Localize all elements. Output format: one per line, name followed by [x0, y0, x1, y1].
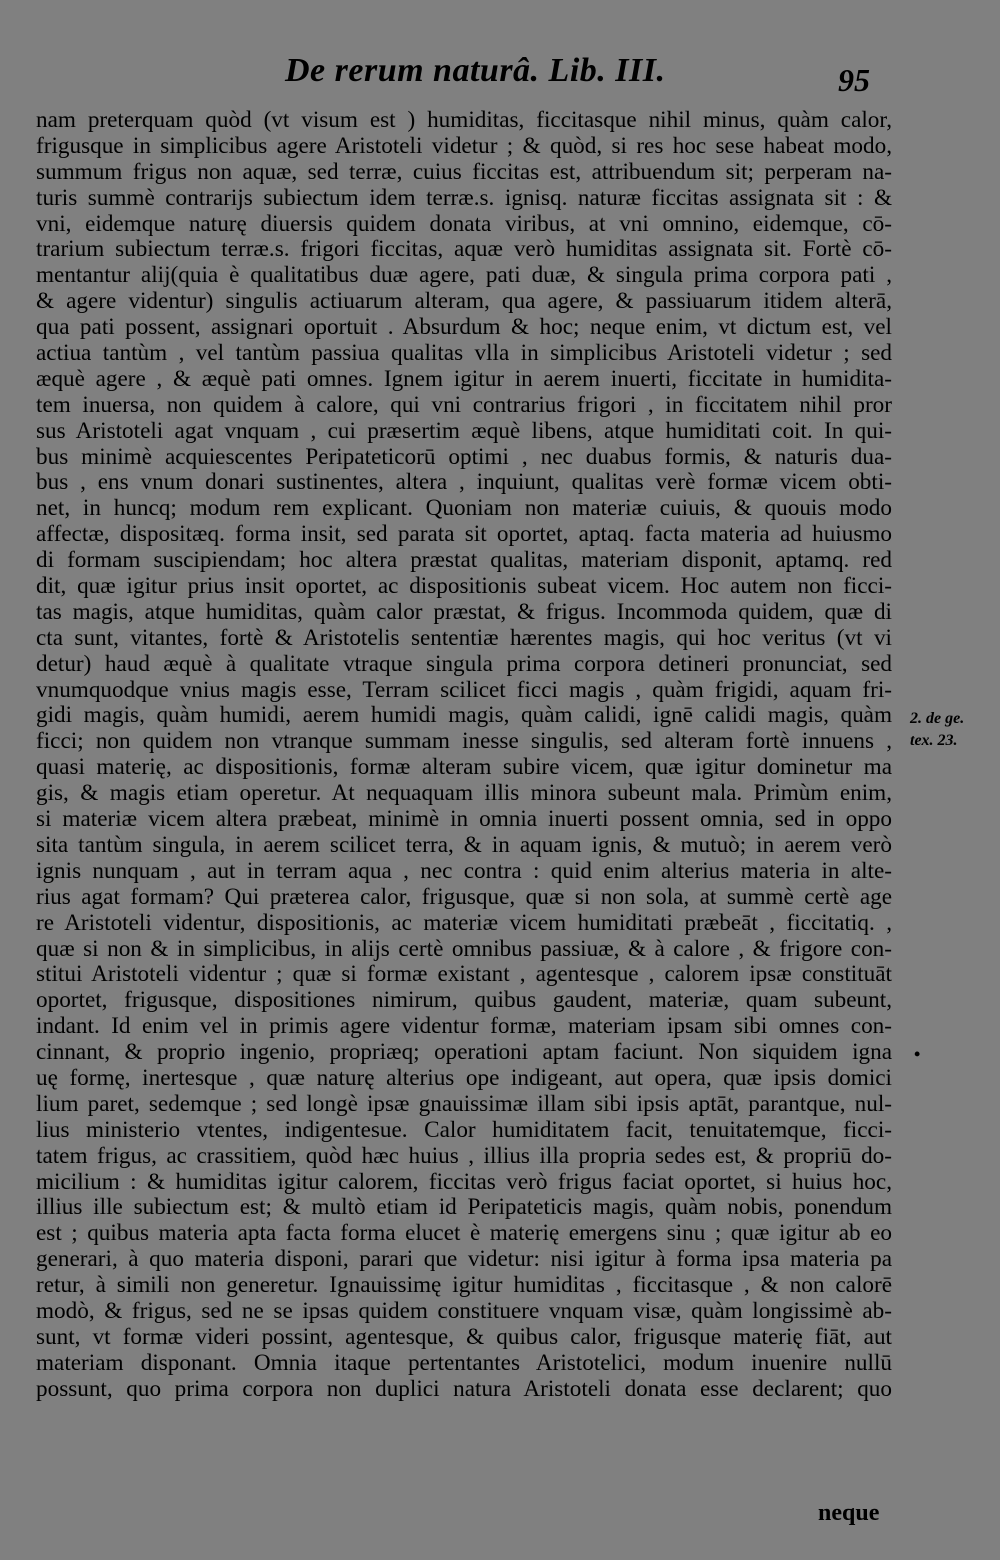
text-line: retur, à simili non generetur. Ignauissimę igitur humiditas , ficcitasque , & non calorē	[36, 1272, 892, 1299]
text-line: bus minimè acquiescentes Peripateticorū optimi , nec duabus formis, & naturis dua-	[36, 443, 892, 470]
catchword: neque	[818, 1500, 880, 1526]
text-line: oportet, frigusque, dispositiones nimirum, quibus gaudent, materiæ, quam subeunt,	[36, 987, 892, 1014]
text-line: tatem frigus, ac crassitiem, quòd hæc huius , illius illa propria sedes est, & propriū do-	[36, 1142, 892, 1169]
text-line: si materiæ vicem altera præbeat, minimè in omnia inuerti possent omnia, sed in oppo	[36, 806, 892, 833]
text-line: dit, quæ igitur prius insit oportet, ac dispositionis subeat vicem. Hoc autem non ficci-	[36, 573, 892, 600]
text-line: æquè agere , & æquè pati omnes. Ignem igitur in aerem inuerti, ficcitate in humidita-	[36, 365, 892, 392]
text-line: detur) haud æquè à qualitate vtraque singula prima corpora detineri pronunciat, sed	[36, 650, 892, 677]
text-line: indant. Id enim vel in primis agere videntur formæ, materiam ipsam sibi omnes con-	[36, 1013, 892, 1040]
text-line: illius ille subiectum est; & multò etiam id Peripateticis magis, quàm nobis, ponendum	[36, 1194, 892, 1221]
text-line: qua pati possent, assignari oportuit . Absurdum & hoc; neque enim, vt dictum est, vel	[36, 314, 892, 341]
text-line: gidi magis, quàm humidi, aerem humidi magis, quàm calidi, ignē calidi magis, quàm	[36, 702, 892, 729]
margin-mark: •	[914, 1044, 921, 1064]
text-line: sus Aristoteli agat vnquam , cui præsertim æquè libens, atque humiditati coit. In qui-	[36, 417, 892, 444]
text-line: materiam disponant. Omnia itaque pertentantes Aristotelici, modum inuenire nullū	[36, 1349, 892, 1376]
text-line: cinnant, & proprio ingenio, propriæq; operationi aptam faciunt. Non siquidem igna	[36, 1039, 892, 1066]
text-line: uę formę, inertesque , quæ naturę alterius ope indigeant, aut opera, quæ ipsis domici	[36, 1064, 892, 1091]
text-line: ignis nunquam , aut in terram aqua , nec contra : quid enim alterius materia in alte-	[36, 857, 892, 884]
text-line: stitui Aristoteli videntur ; quæ si formæ existant , agentesque , calorem ipsæ constituāt	[36, 961, 892, 988]
text-line: tem inuersa, non quidem à calore, qui vni contrarius frigori , in ficcitatem nihil pror	[36, 391, 892, 418]
text-line: nam preterquam quòd (vt visum est ) humiditas, ficcitasque nihil minus, quàm calor,	[36, 107, 892, 133]
text-line: turis summè contrarijs subiectum idem terræ.s. ignisq. naturæ ficcitas assignata sit : &	[36, 184, 892, 211]
text-line: est ; quibus materia apta facta forma elucet è materię emergens sinu ; quæ igitur ab eo	[36, 1220, 892, 1247]
page-number: 95	[838, 62, 870, 98]
text-line: micilium : & humiditas igitur calorem, ficcitas verò frigus faciat oportet, si huius hoc,	[36, 1168, 892, 1195]
running-head: De rerum naturâ. Lib. III.	[285, 52, 666, 89]
text-line: frigusque in simplicibus agere Aristoteli videtur ; & quòd, si res hoc sese habeat modo,	[36, 132, 892, 159]
text-line: cta sunt, vitantes, fortè & Aristotelis sententiæ hærentes magis, qui hoc veritus (vt vi	[36, 624, 892, 651]
text-line: lium paret, sedemque ; sed longè ipsæ gnauissimæ illam sibi ipsis aptāt, parantque, nul-	[36, 1090, 892, 1117]
text-line: di formam suscipiendam; hoc altera præstat qualitas, materiam disponit, aptamq. red	[36, 547, 892, 574]
text-line: lius ministerio vtentes, indigentesue. Calor humiditatem facit, tenuitatemque, ficci-	[36, 1116, 892, 1143]
text-line: tas magis, atque humiditas, quàm calor præstat, & frigus. Incommoda quidem, quæ di	[36, 598, 892, 625]
text-line: generari, à quo materia disponi, parari que videtur: nisi igitur à forma ipsa materia pa	[36, 1246, 892, 1273]
margin-note	[910, 708, 990, 752]
text-line: ficci; non quidem non vtranque summam inesse singulis, sed alteram fortè innuens ,	[36, 728, 892, 755]
text-line: summum frigus non aquæ, sed terræ, cuius ficcitas est, attribuendum sit; perperam na-	[36, 158, 892, 185]
text-line: modò, & frigus, sed ne se ipsas quidem constituere vnquam visæ, quàm longissimè ab-	[36, 1297, 892, 1324]
text-line: possunt, quo prima corpora non duplici natura Aristoteli donata esse declarent; quo	[36, 1375, 892, 1402]
text-line: affectæ, dispositæq. forma insit, sed parata sit oportet, aptaq. facta materia ad huiusmo	[36, 521, 892, 548]
text-line: vni, eidemque naturę diuersis quidem donata viribus, at vni omnino, eidemque, cō-	[36, 210, 892, 237]
text-line: rius agat formam? Qui præterea calor, frigusque, quæ si non sola, at summè certè age	[36, 883, 892, 910]
text-line: bus , ens vnum donari sustinentes, altera , inquiunt, qualitas verè formæ vicem obti-	[36, 469, 892, 496]
text-line: gis, & magis etiam operetur. At nequaquam illis minora subeunt mala. Primùm enim,	[36, 780, 892, 807]
body-text	[36, 108, 892, 1403]
margin-note-line: tex. 23.	[910, 732, 958, 749]
text-line: & agere videntur) singulis actiuarum alteram, qua agere, & passiuarum itidem alterā,	[36, 288, 892, 315]
text-line: sunt, vt formæ videri possint, agentesque, & quibus calor, frigusque materię fiāt, aut	[36, 1323, 892, 1350]
text-line: net, in huncq; modum rem explicant. Quoniam non materiæ cuiuis, & quouis modo	[36, 495, 892, 522]
text-line: re Aristoteli videntur, dispositionis, ac materiæ vicem humiditati præbeāt , ficcitatiq. ,	[36, 909, 892, 936]
text-line: mentantur alij(quia è qualitatibus duæ agere, pati duæ, & singula prima corpora pati ,	[36, 262, 892, 289]
text-line: trarium subiectum terræ.s. frigori ficcitas, aquæ verò humiditas assignata sit. Fortè cō-	[36, 236, 892, 263]
margin-note-line: 2. de ge.	[910, 710, 965, 727]
text-line: sita tantùm singula, in aerem scilicet terra, & in aquam ignis, & mutuò; in aerem verò	[36, 831, 892, 858]
text-line: quasi materię, ac dispositionis, formæ alteram subire vicem, quæ igitur dominetur ma	[36, 754, 892, 781]
text-line: vnumquodque vnius magis esse, Terram scilicet ficci magis , quàm frigidi, aquam fri-	[36, 676, 892, 703]
text-line: actiua tantùm , vel tantùm passiua qualitas vlla in simplicibus Aristoteli videtur ; sed	[36, 340, 892, 367]
text-line: quæ si non & in simplicibus, in alijs certè omnibus passiuæ, & à calore , & frigore con-	[36, 935, 892, 962]
